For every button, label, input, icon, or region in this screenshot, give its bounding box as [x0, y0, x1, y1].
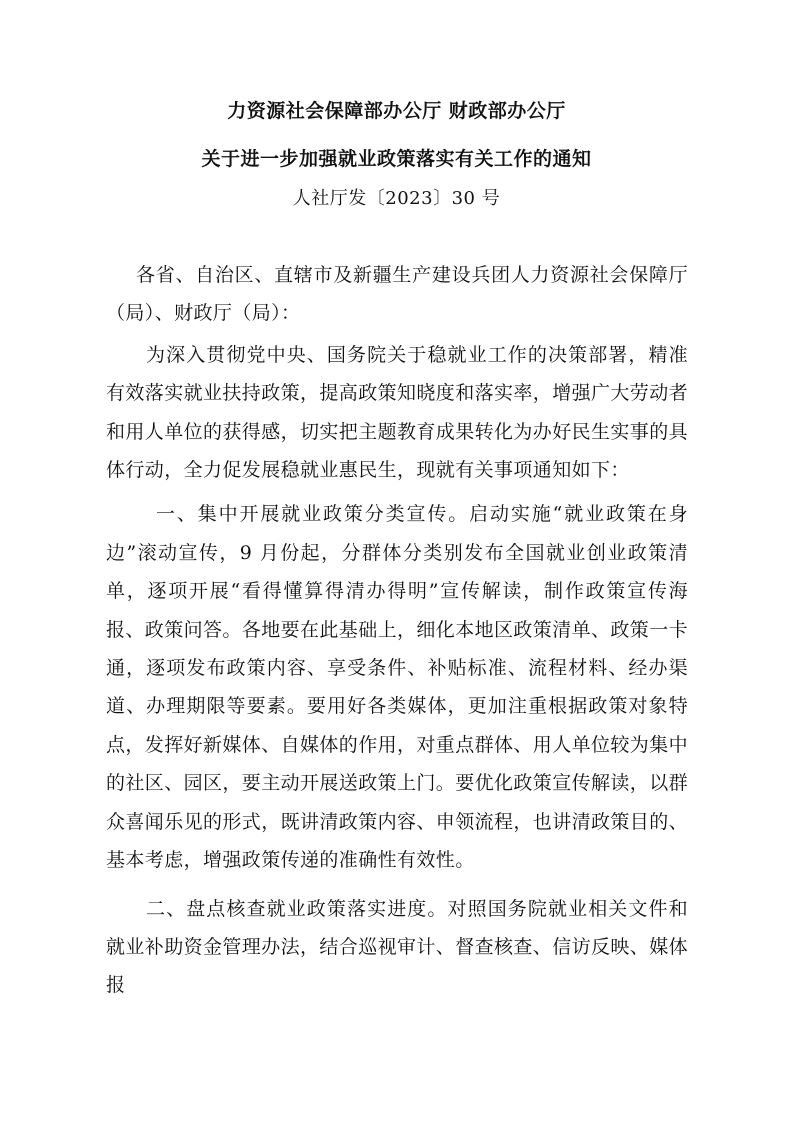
document-body — [106, 256, 688, 1005]
addressee: 各省、自治区、直辖市及新疆生产建设兵团人力资源社会保障厅（局）、财政厅（局）： — [106, 264, 688, 325]
paragraph-section-1: 一、集中开展就业政策分类宣传。启动实施“就业政策在身边”滚动宣传，9 月份起，分群体分类别发布全国就业创业政策清单，逐项开展“看得懂算得清办得明”宣传解读，制作政策宣传海报、政策问答。各地要在此基础上，细化本地区政策清单、政策一卡通，逐项发布政策内容、享受条件、补贴标准、流程材料、经办渠道、办理期限等要素。要用好各类媒体，更加注重根据政策对象特点，发挥好新媒体、自媒体的作用，对重点群体、用人单位较为集中的社区、园区，要主动开展送政策上门。要优化政策宣传解读，以群众喜闻乐见的形式，既讲清政策内容、申领流程，也讲清政策目的、基本考虑，增强政策传递的准确性有效性。 — [106, 503, 689, 872]
title-line-1: 力资源社会保障部办公厅 财政部办公厅 — [227, 100, 566, 122]
title-line-2: 关于进一步加强就业政策落实有关工作的通知 — [201, 148, 592, 170]
paragraph-intro: 为深入贯彻党中央、国务院关于稳就业工作的决策部署，精准有效落实就业扶持政策，提高政策知晓度和落实率，增强广大劳动者和用人单位的获得感，切实把主题教育成果转化为办好民生实事的具体行动，全力促发展稳就业惠民生，现就有关事项通知如下： — [106, 343, 689, 482]
document-number: 人社厅发〔2023〕30 号 — [292, 188, 501, 209]
paragraph-section-2: 二、盘点核查就业政策落实进度。对照国务院就业相关文件和就业补助资金管理办法，结合巡视审计、督查核查、信访反映、媒体报 — [106, 897, 689, 997]
